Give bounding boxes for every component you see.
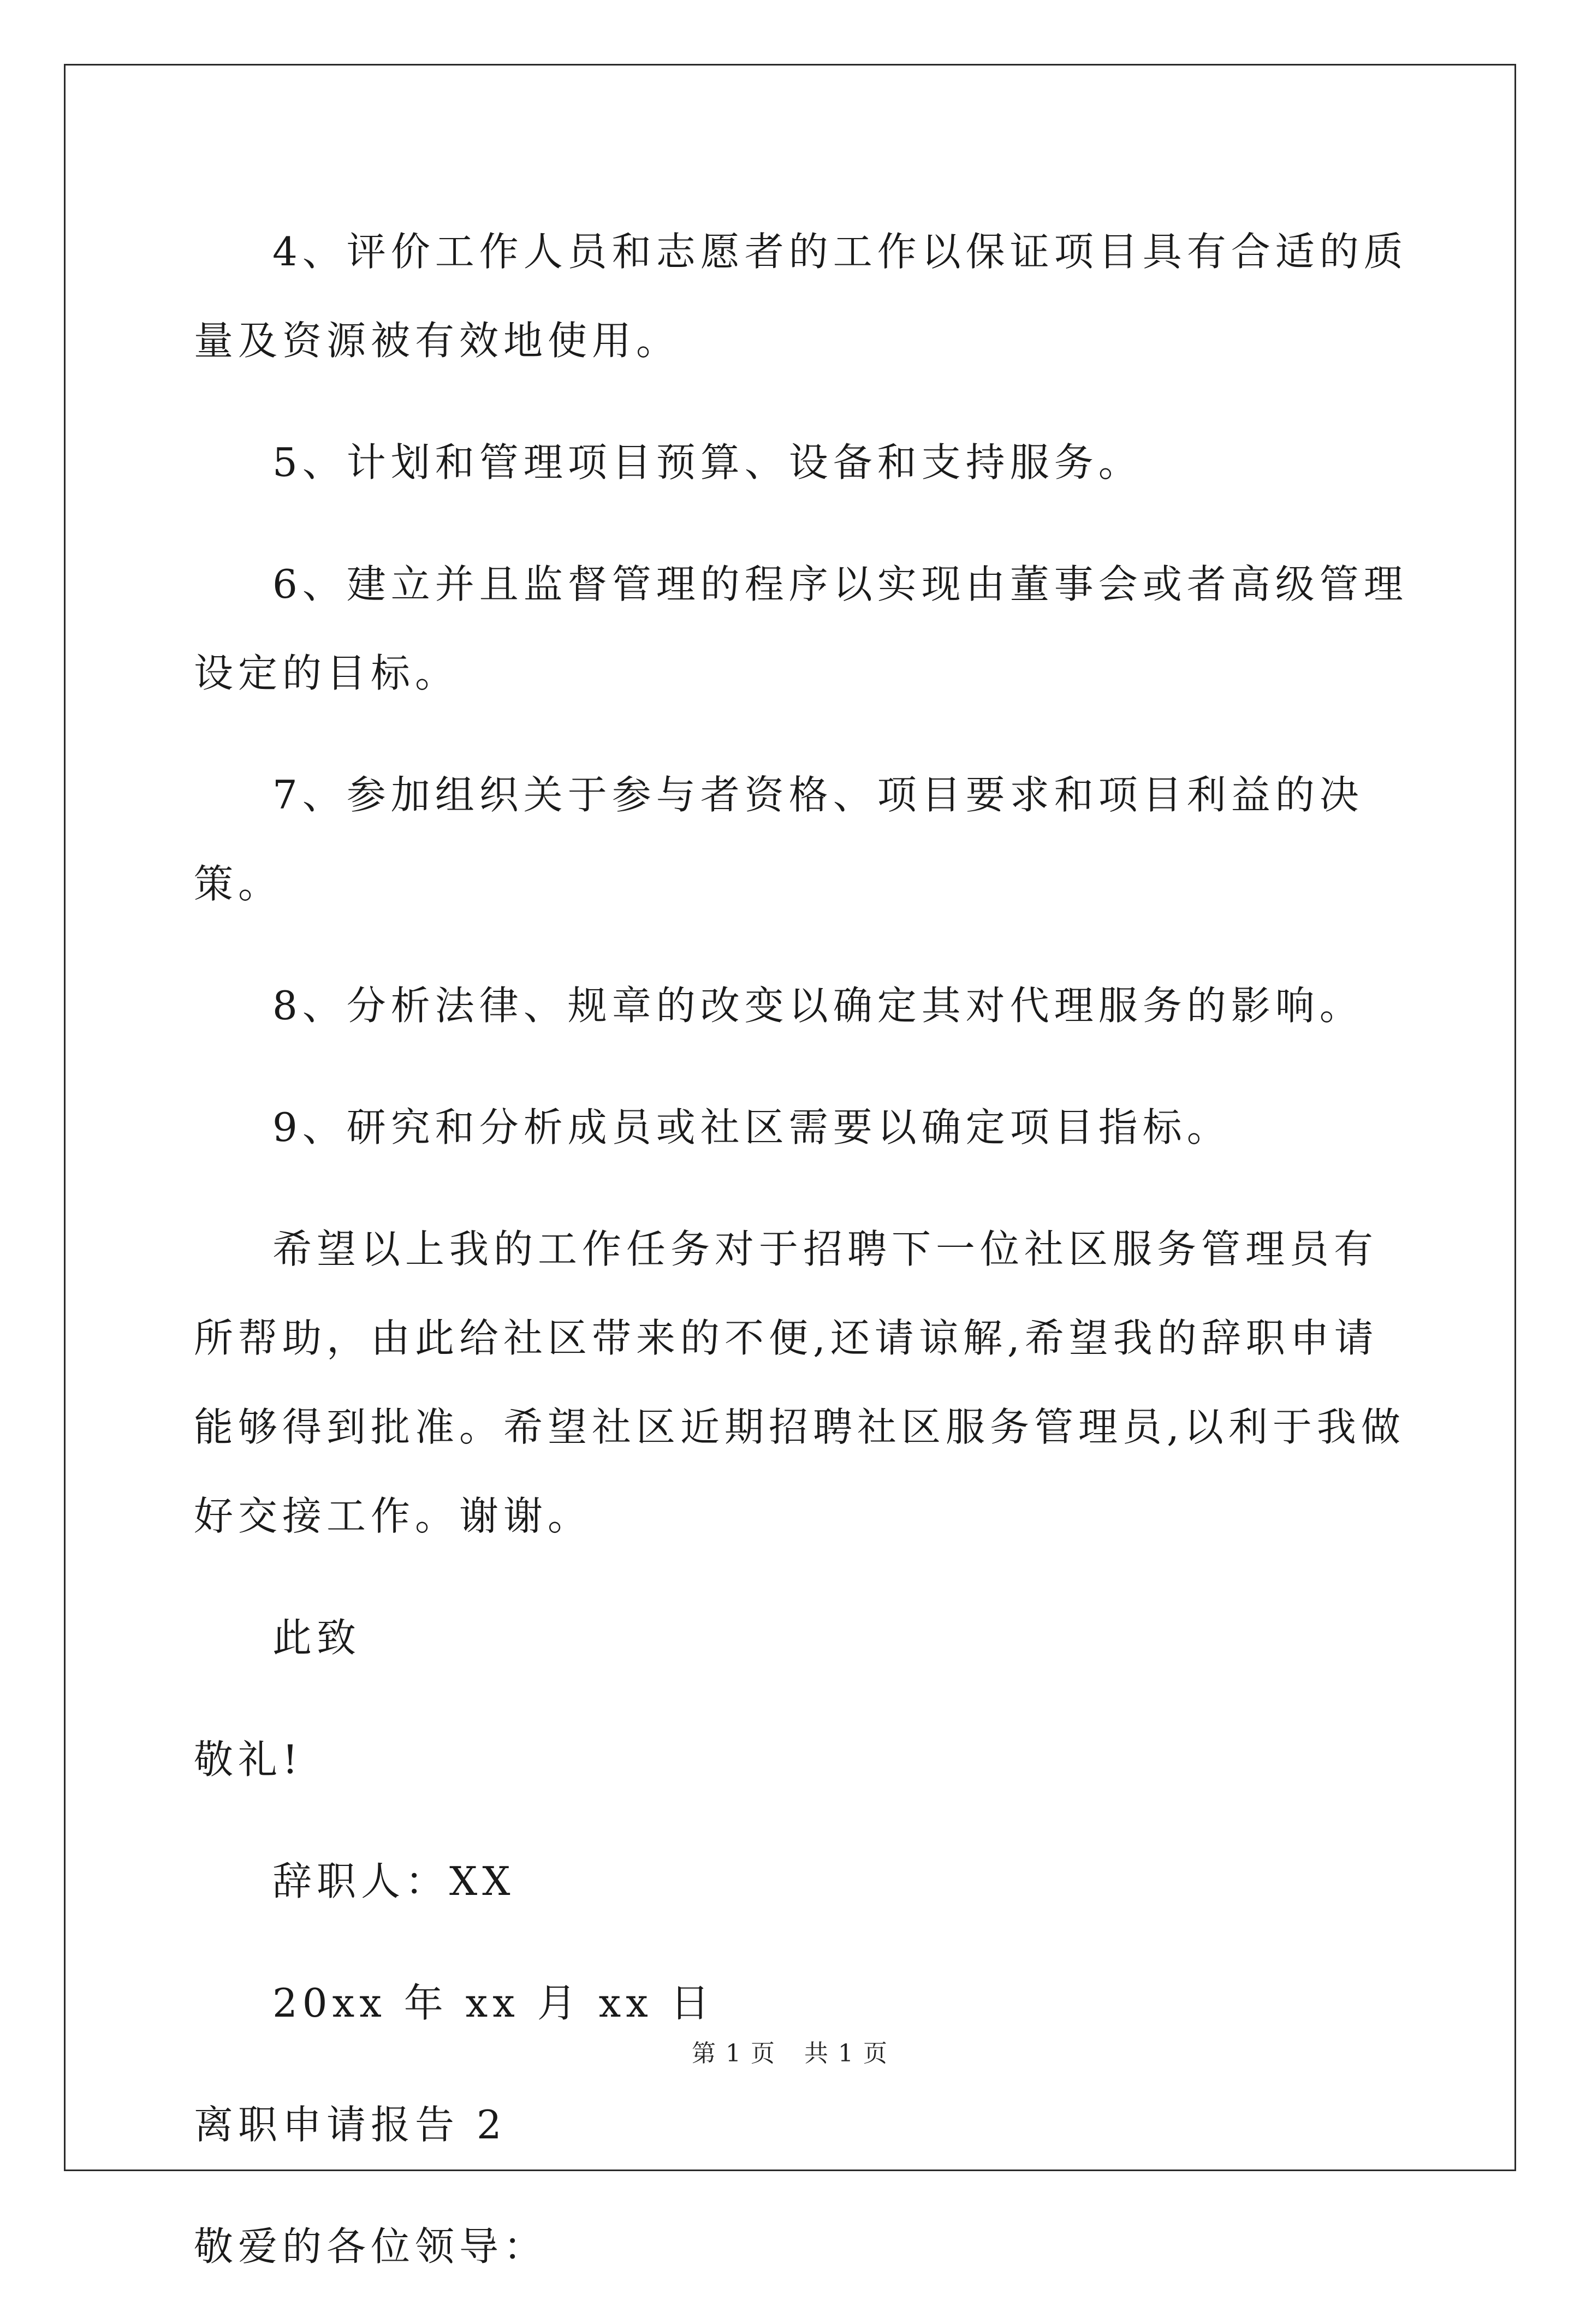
signature-date: 20xx 年 xx 月 xx 日 — [272, 1980, 715, 2026]
paragraph-item-9: 9、研究和分析成员或社区需要以确定项目指标。 — [272, 1104, 1231, 1150]
salutation-jingli: 敬礼! — [194, 1737, 303, 1782]
salutation-cizhi: 此致 — [272, 1615, 361, 1661]
paragraph-item-5: 5、计划和管理项目预算、设备和支持服务。 — [272, 439, 1143, 485]
page-number-total: 共 1 页 — [804, 2040, 888, 2067]
signature-name: 辞职人：XX — [272, 1858, 515, 1904]
paragraph-item-7: 7、参加组织关于参与者资格、项目要求和项目利益的决策。 — [194, 772, 1364, 907]
paragraph-item-4: 4、评价工作人员和志愿者的工作以保证项目具有合适的质量及资源被有效地使用。 — [194, 229, 1408, 364]
page-footer — [0, 2034, 1580, 2069]
document-body — [194, 207, 1411, 2324]
page-number-current: 第 1 页 — [692, 2040, 776, 2067]
section-heading: 离职申请报告 2 — [194, 2102, 507, 2148]
paragraph-item-6: 6、建立并且监督管理的程序以实现由董事会或者高级管理设定的目标。 — [194, 561, 1408, 696]
paragraph-closing-request: 希望以上我的工作任务对于招聘下一位社区服务管理员有所帮助，由此给社区带来的不便,还请谅解,希望我的辞职申请能够得到批准。希望社区近期招聘社区服务管理员,以利于我做好交接工作。谢谢。 — [194, 1226, 1405, 1539]
paragraph-item-8: 8、分析法律、规章的改变以确定其对代理服务的影响。 — [272, 983, 1364, 1029]
letter-greeting: 敬爱的各位领导： — [194, 2224, 548, 2269]
